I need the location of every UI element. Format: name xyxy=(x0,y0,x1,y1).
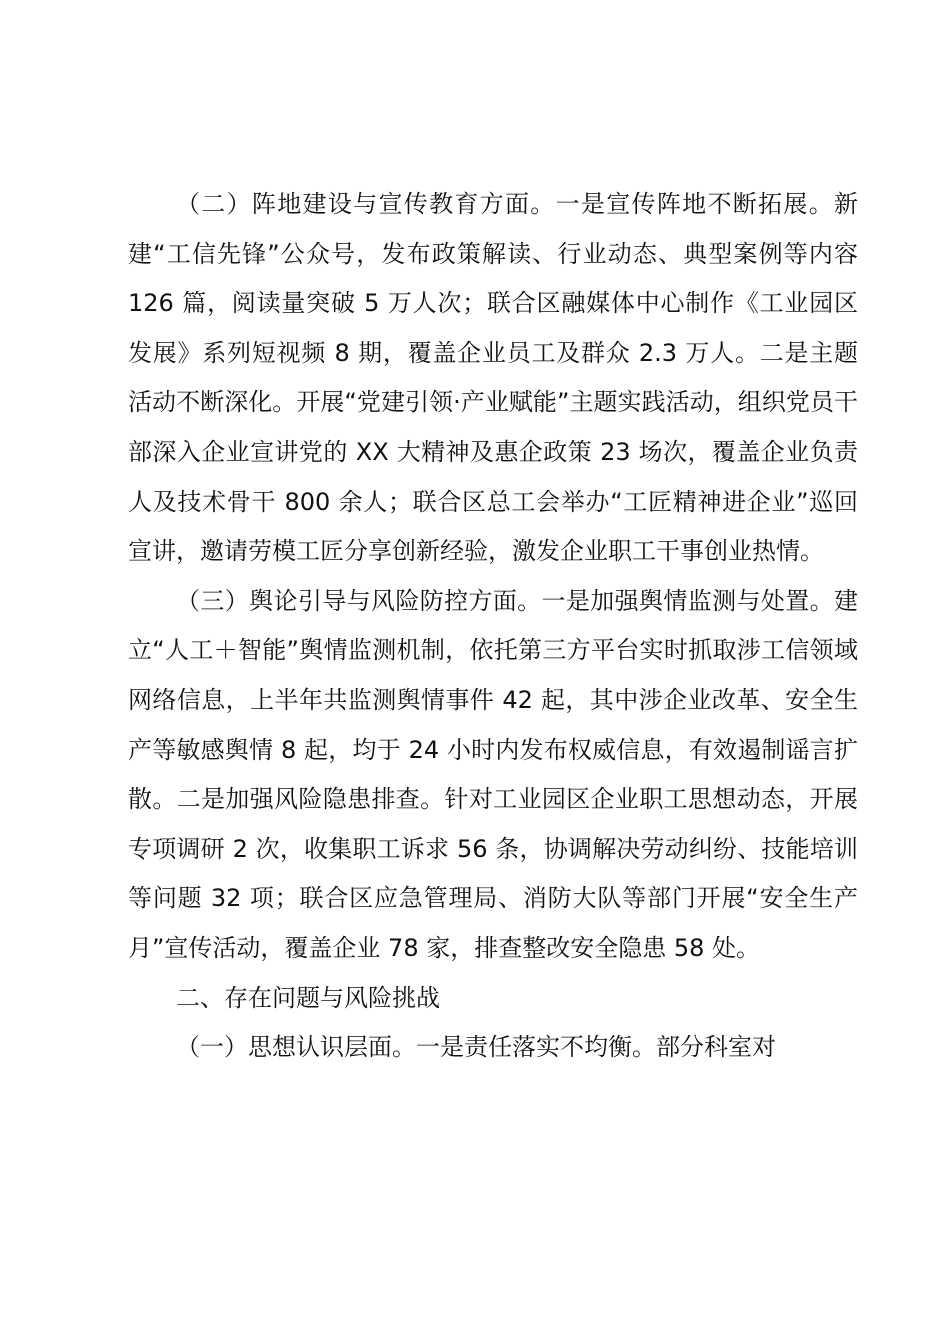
document-body xyxy=(128,180,858,1073)
paragraph-public-opinion: （三）舆论引导与风险防控方面。一是加强舆情监测与处置。建立“人工＋智能”舆情监测机制，依托第三方平台实时抓取涉工信领域网络信息，上半年共监测舆情事件 42 起，其中涉企业改革、安全生产等敏感舆情 8 起，均于 24 小时内发布权威信息，有效遏制谣言扩散。二是加强风险隐患排查。针对工业园区企业职工思想动态，开展专项调研 2 次，收集职工诉求 56 条，协调解决劳动纠纷、技能培训等问题 32 项；联合区应急管理局、消防大队等部门开展“安全生产月”宣传活动，覆盖企业 78 家，排查整改安全隐患 58 处。 xyxy=(128,586,858,962)
section-heading: 二、存在问题与风险挑战 xyxy=(176,983,440,1012)
paragraph-position-building: （二）阵地建设与宣传教育方面。一是宣传阵地不断拓展。新建“工信先锋”公众号，发布政策解读、行业动态、典型案例等内容 126 篇，阅读量突破 5 万人次；联合区融媒体中心制作《工业园区发展》系列短视频 8 期，覆盖企业员工及群众 2.3 万人。二是主题活动不断深化。开展“党建引领·产业赋能”主题实践活动，组织党员干部深入企业宣讲党的 XX 大精神及惠企政策 23 场次，覆盖企业负责人及技术骨干 800 余人；联合区总工会举办“工匠精神进企业”巡回宣讲，邀请劳模工匠分享创新经验，激发企业职工干事创业热情。 xyxy=(128,190,858,566)
paragraph-ideological-awareness: （一）思想认识层面。一是责任落实不均衡。部分科室对 xyxy=(176,1033,776,1062)
